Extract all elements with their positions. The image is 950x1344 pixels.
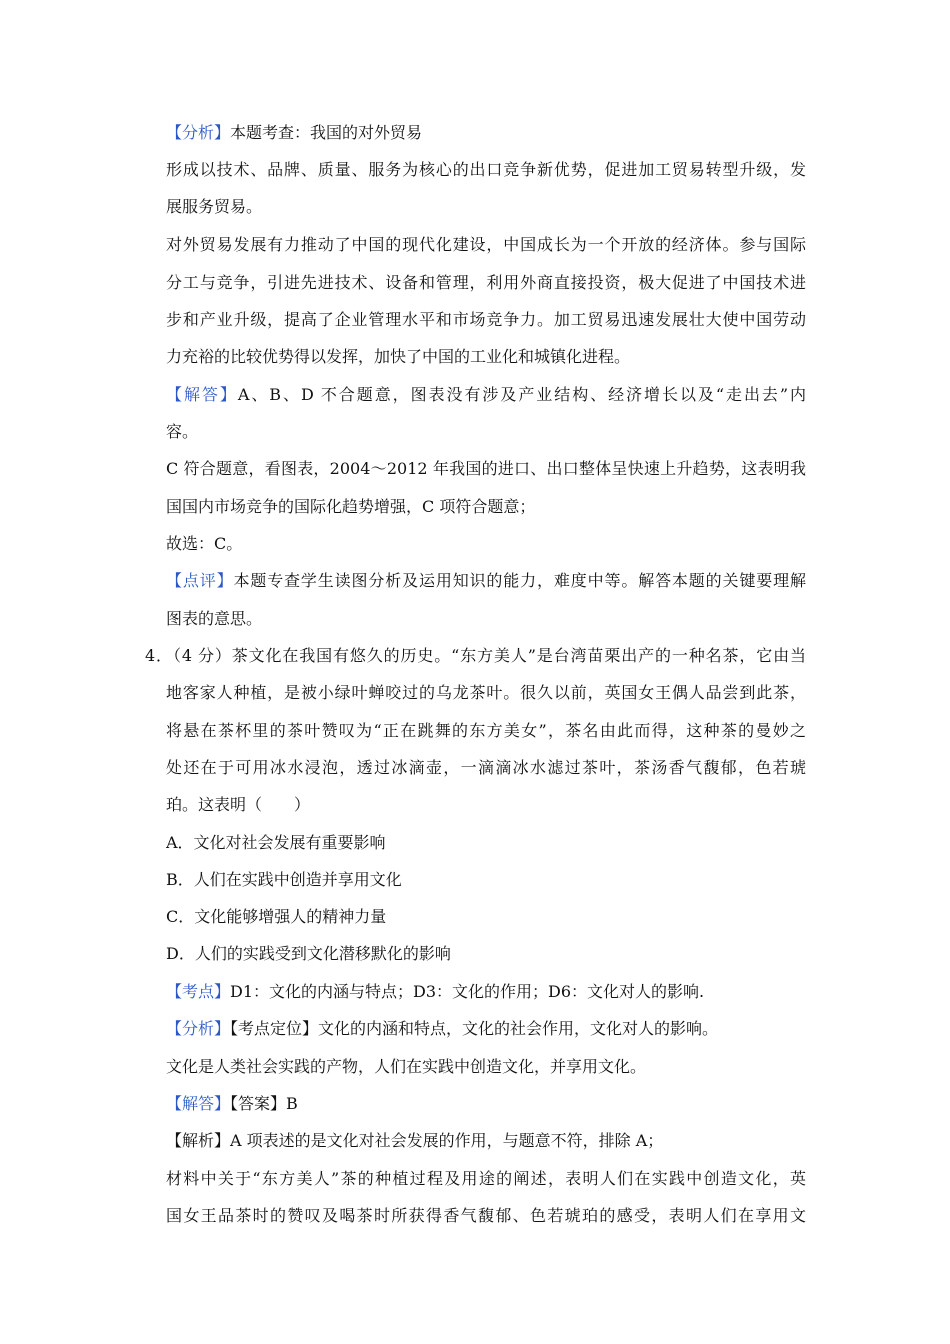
knowledge-point-line <box>166 981 806 1005</box>
paragraph-line: 对外贸易发展有力推动了中国的现代化建设，中国成长为一个开放的经济体。参与国际 <box>166 235 806 254</box>
explanation-line: 【解析】A 项表述的是文化对社会发展的作用，与题意不符，排除 A； <box>166 1131 664 1150</box>
paragraph-line: 材料中关于“东方美人”茶的种植过程及用途的阐述，表明人们在实践中创造文化，英 <box>166 1169 806 1188</box>
paragraph-line: 形成以技术、品牌、质量、服务为核心的出口竞争新优势，促进加工贸易转型升级，发 <box>166 160 806 179</box>
answer-tag: 【解答】 <box>166 385 238 404</box>
analysis-text: 【考点定位】文化的内涵和特点，文化的社会作用，文化对人的影响。 <box>230 1019 719 1038</box>
answer-line <box>166 1093 806 1117</box>
comment-tag: 【点评】 <box>166 571 234 590</box>
answer-text: 【答案】B <box>230 1094 298 1113</box>
question-line: 珀。这表明（ ） <box>166 795 311 814</box>
analysis-line <box>166 122 806 146</box>
answer-tag: 【解答】 <box>166 1094 231 1113</box>
paragraph-line: C 符合题意，看图表，2004～2012 年我国的进口、出口整体呈快速上升趋势，这表明我 <box>166 459 806 478</box>
question-line: 将悬在茶杯里的茶叶赞叹为“正在跳舞的东方美女”，茶名由此而得，这种茶的曼妙之 <box>166 721 806 740</box>
paragraph-line: 国女王品茶时的赞叹及喝茶时所获得香气馥郁、色若琥珀的感受，表明人们在享用文 <box>166 1206 806 1225</box>
paragraph-line: 步和产业升级，提高了企业管理水平和市场竞争力。加工贸易迅速发展壮大使中国劳动 <box>166 310 806 329</box>
analysis-tag: 【分析】 <box>166 123 231 142</box>
paragraph-line: 图表的意思。 <box>166 609 263 628</box>
question-4-stem: 4．（4 分）茶文化在我国有悠久的历史。“东方美人”是台湾苗栗出产的一种名茶，它由当 <box>145 646 806 665</box>
option-d: D．人们的实践受到文化潜移默化的影响 <box>166 944 451 963</box>
paragraph-line: 国国内市场竞争的国际化趋势增强，C 项符合题意； <box>166 497 536 516</box>
option-a: A．文化对社会发展有重要影响 <box>166 833 386 852</box>
answer-text: A、B、D 不合题意，图表没有涉及产业结构、经济增长以及“走出去”内 <box>237 385 806 404</box>
paragraph-line: 文化是人类社会实践的产物，人们在实践中创造文化，并享用文化。 <box>166 1057 647 1076</box>
question-line: 地客家人种植，是被小绿叶蝉咬过的乌龙茶叶。很久以前，英国女王偶人品尝到此茶， <box>166 683 806 702</box>
question-line: 处还在于可用冰水浸泡，透过冰滴壶，一滴滴冰水滤过茶叶，茶汤香气馥郁，色若琥 <box>166 758 806 777</box>
knowledge-point-text: D1：文化的内涵与特点；D3：文化的作用；D6：文化对人的影响. <box>230 982 705 1001</box>
option-c: C．文化能够增强人的精神力量 <box>166 907 387 926</box>
answer-choice-line: 故选：C。 <box>166 534 243 553</box>
comment-text: 本题专查学生读图分析及运用知识的能力，难度中等。解答本题的关键要理解 <box>233 571 806 590</box>
paragraph-line: 展服务贸易。 <box>166 197 263 216</box>
comment-line <box>166 570 806 594</box>
paragraph-line: 分工与竞争，引进先进技术、设备和管理，利用外商直接投资，极大促进了中国技术进 <box>166 273 806 292</box>
analysis-text: 本题考查：我国的对外贸易 <box>230 123 423 142</box>
answer-line <box>166 384 806 408</box>
knowledge-point-tag: 【考点】 <box>166 982 231 1001</box>
option-b: B．人们在实践中创造并享用文化 <box>166 870 402 889</box>
analysis-line <box>166 1018 806 1042</box>
paragraph-line: 力充裕的比较优势得以发挥，加快了中国的工业化和城镇化进程。 <box>166 347 631 366</box>
analysis-tag: 【分析】 <box>166 1019 231 1038</box>
paragraph-line: 容。 <box>166 422 199 441</box>
